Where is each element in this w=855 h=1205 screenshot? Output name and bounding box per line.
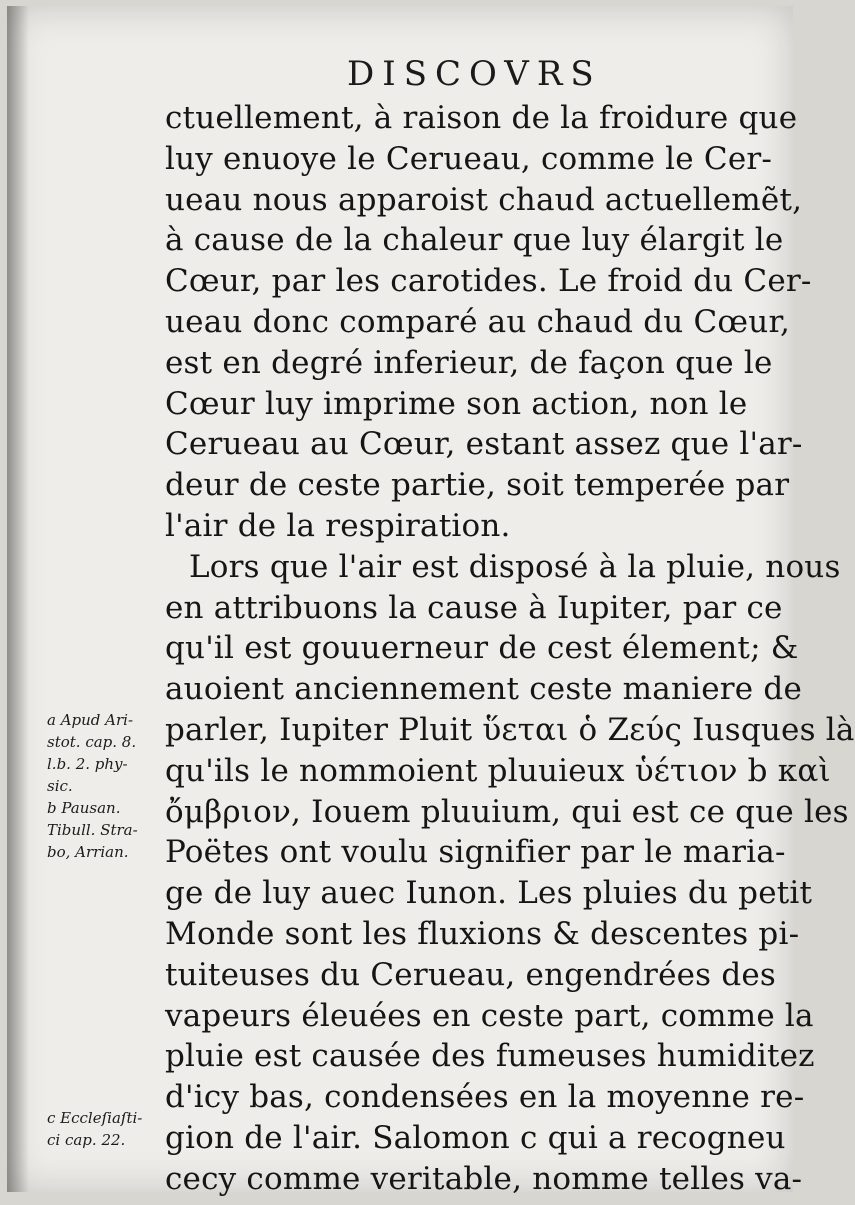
book-page <box>7 6 855 1197</box>
text-line: qu'il est gouuerneur de cest élement; & <box>165 630 799 667</box>
text-line: Monde sont les fluxions & descentes pi- <box>165 915 800 952</box>
body-text <box>165 98 855 1200</box>
text-line: pluie est causée des fumeuses humiditez <box>165 1038 815 1075</box>
text-line: ctuellement, à raison de la froidure que <box>165 100 798 136</box>
text-line: deur de ceste partie, soit temperée par <box>165 467 790 504</box>
margin-note-a-b <box>47 709 165 863</box>
text-line: tuiteuses du Cerueau, engendrées des <box>165 956 777 993</box>
text-line: auoient anciennement ceste maniere de <box>165 671 802 708</box>
margin-note-line: sic. <box>47 777 73 795</box>
text-line: qu'ils le nommoient pluuieux ὑέτιον b καὶ <box>165 752 831 789</box>
text-line: gion de l'air. Salomon c qui a recogneu <box>165 1119 786 1156</box>
text-line: parler, Iupiter Pluit ὕεται ὁ Ζεύς Iusques là <box>165 711 855 748</box>
text-line: Cœur, par les carotides. Le froid du Cer- <box>165 263 812 300</box>
margin-note-line: a Apud Ari- <box>47 711 134 729</box>
margin-note-line: c Eccleſiaſti- <box>47 1109 143 1127</box>
text-line: luy enuoye le Cerueau, comme le Cer- <box>165 140 773 177</box>
margin-note-line: b Pausan. <box>47 799 121 817</box>
margin-note-line: l.b. 2. phy- <box>47 755 128 773</box>
margin-note-line: Tibull. Stra- <box>47 821 138 839</box>
text-line: à cause de la chaleur que luy élargit le <box>165 222 784 259</box>
text-line: d'icy bas, condensées en la moyenne re- <box>165 1079 805 1116</box>
text-line: l'air de la respiration. <box>165 507 511 544</box>
text-line: est en degré inferieur, de façon que le <box>165 344 773 381</box>
text-line: ge de luy auec Iunon. Les pluies du petit <box>165 875 813 912</box>
margin-note-line: ci cap. 22. <box>47 1131 126 1149</box>
text-line: ὄμβριον, Iouem pluuium, qui est ce que les <box>165 793 849 830</box>
text-line: Lors que l'air est disposé à la pluie, nous <box>189 548 841 585</box>
text-line: en attribuons la cause à Iupiter, par ce <box>165 589 783 626</box>
margin-note-line: stot. cap. 8. <box>47 733 137 751</box>
margin-note-line: bo, Arrian. <box>47 843 129 861</box>
text-line: ueau nous apparoist chaud actuellemẽt, <box>165 181 803 218</box>
margin-note-c <box>47 1107 165 1151</box>
text-line: cecy comme veritable, nomme telles va- <box>165 1160 803 1197</box>
text-line: vapeurs éleuées en ceste part, comme la <box>165 997 814 1034</box>
text-line: Cœur luy imprime son action, non le <box>165 385 748 422</box>
text-line: ueau donc comparé au chaud du Cœur, <box>165 303 791 340</box>
text-line: Cerueau au Cœur, estant assez que l'ar- <box>165 426 803 463</box>
running-head: DISCOVRS <box>347 54 602 94</box>
page-spine-shadow <box>7 6 29 1192</box>
text-line: Poëtes ont voulu signifier par le maria- <box>165 834 786 871</box>
